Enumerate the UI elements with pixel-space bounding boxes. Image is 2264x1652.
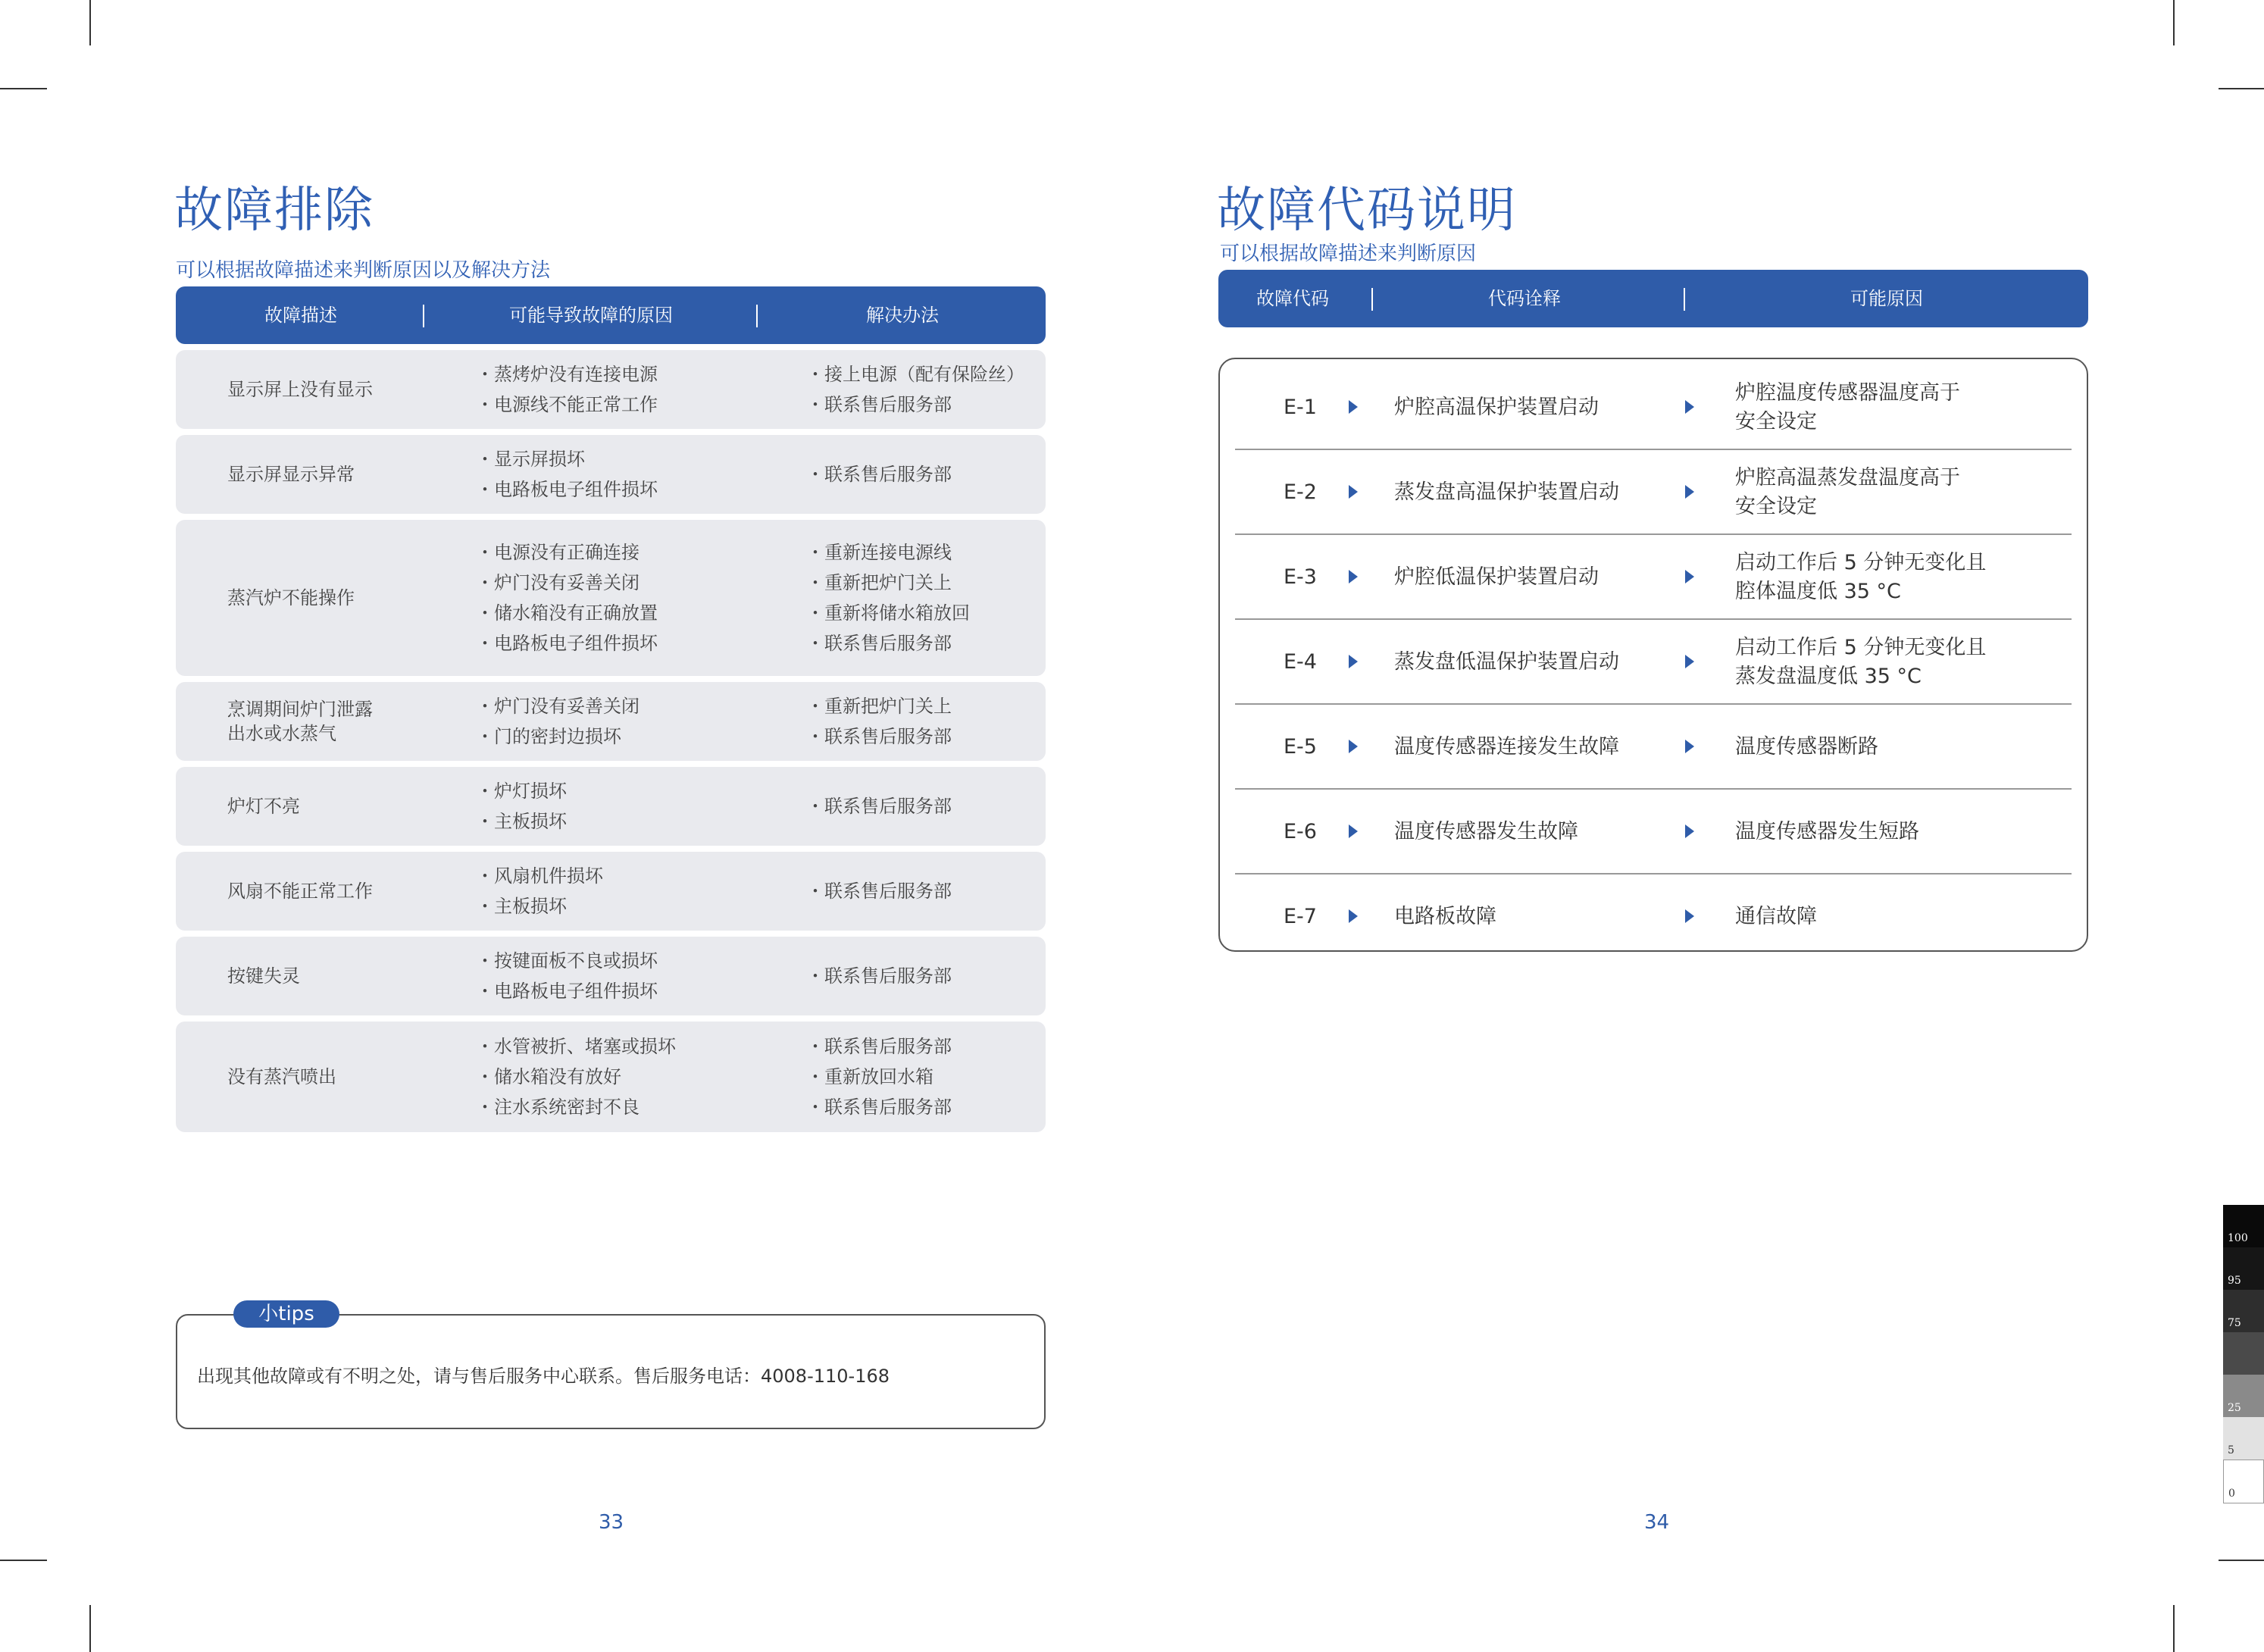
- fault-description-line: 蒸汽炉不能操作: [227, 587, 355, 609]
- fault-description: [227, 682, 455, 761]
- error-code-row: [1235, 705, 2072, 790]
- calibration-swatch: [2223, 1375, 2264, 1417]
- cause-item: ・主板损坏: [476, 811, 567, 832]
- solution-item: ・联系售后服务部: [806, 726, 952, 747]
- fault-description-line: 烹调期间炉门泄露: [227, 699, 373, 720]
- header-reason: 可能原因: [1850, 288, 1923, 309]
- table-row: [176, 682, 1046, 761]
- error-code: E-6: [1284, 820, 1317, 843]
- possible-causes: [476, 937, 794, 1015]
- solution-item: ・联系售后服务部: [806, 1036, 952, 1057]
- fault-description-line: 显示屏显示异常: [227, 464, 355, 485]
- triangle-right-icon: [1685, 485, 1694, 499]
- triangle-right-icon: [1349, 740, 1358, 753]
- possible-causes: [476, 350, 794, 429]
- triangle-right-icon: [1349, 909, 1358, 923]
- solutions: [806, 435, 1041, 514]
- error-code: E-2: [1284, 480, 1317, 504]
- cause-item: ・电源没有正确连接: [476, 542, 639, 563]
- error-code-row: [1235, 450, 2072, 535]
- fault-description-line: 显示屏上没有显示: [227, 379, 373, 400]
- header-causes: 可能导致故障的原因: [509, 305, 673, 326]
- fault-description-line: 炉灯不亮: [227, 796, 300, 817]
- possible-reason: [1735, 365, 2053, 450]
- solution-item: ・联系售后服务部: [806, 394, 952, 415]
- reason-line: 安全设定: [1735, 495, 1817, 518]
- solution-item: ・重新把炉门关上: [806, 572, 952, 593]
- solutions: [806, 350, 1041, 429]
- possible-causes: [476, 435, 794, 514]
- cause-item: ・门的密封边损坏: [476, 726, 621, 747]
- possible-reason: [1735, 450, 2053, 535]
- color-calibration-strip: [2223, 1205, 2264, 1503]
- cause-item: ・水管被折、堵塞或损坏: [476, 1036, 676, 1057]
- triangle-right-icon: [1685, 824, 1694, 838]
- solution-item: ・重新连接电源线: [806, 542, 952, 563]
- solution-item: ・联系售后服务部: [806, 464, 952, 485]
- triangle-right-icon: [1685, 400, 1694, 414]
- code-meaning: 炉腔高温保护装置启动: [1394, 396, 1599, 419]
- table-row: [176, 435, 1046, 514]
- triangle-right-icon: [1349, 400, 1358, 414]
- cause-item: ・储水箱没有放好: [476, 1066, 621, 1087]
- triangle-right-icon: [1349, 485, 1358, 499]
- calibration-swatch: [2223, 1460, 2264, 1503]
- solution-item: ・联系售后服务部: [806, 965, 952, 987]
- header-meaning: 代码诠释: [1488, 288, 1561, 309]
- cause-item: ・蒸烤炉没有连接电源: [476, 364, 658, 385]
- crop-mark: [89, 0, 91, 45]
- reason-line: 炉腔高温蒸发盘温度高于: [1735, 466, 1960, 490]
- reason-line: 温度传感器断路: [1735, 735, 1878, 759]
- tips-text: 出现其他故障或有不明之处，请与售后服务中心联系。售后服务电话：4008-110-168: [197, 1366, 890, 1387]
- cause-item: ・炉灯损坏: [476, 781, 567, 802]
- reason-line: 启动工作后 5 分钟无变化且: [1735, 636, 1987, 659]
- possible-causes: [476, 767, 794, 846]
- fault-description: [227, 767, 455, 846]
- header-divider: [423, 305, 424, 327]
- possible-reason: [1735, 790, 2053, 874]
- cause-item: ・电源线不能正常工作: [476, 394, 658, 415]
- page-number: 33: [599, 1511, 624, 1534]
- error-code: E-3: [1284, 565, 1317, 589]
- cause-item: ・风扇机件损坏: [476, 865, 603, 887]
- solution-item: ・联系售后服务部: [806, 633, 952, 654]
- code-meaning: 炉腔低温保护装置启动: [1394, 565, 1599, 589]
- possible-reason: [1735, 874, 2053, 959]
- fault-description-line: 没有蒸汽喷出: [227, 1066, 336, 1087]
- solution-item: ・联系售后服务部: [806, 1097, 952, 1118]
- triangle-right-icon: [1685, 740, 1694, 753]
- triangle-right-icon: [1685, 909, 1694, 923]
- fault-description: [227, 852, 455, 931]
- cause-item: ・储水箱没有正确放置: [476, 602, 658, 624]
- calibration-swatch: [2223, 1332, 2264, 1375]
- error-code-table-body: [1218, 358, 2088, 952]
- reason-line: 蒸发盘温度低 35 °C: [1735, 665, 1922, 688]
- possible-causes: [476, 682, 794, 761]
- table-row: [176, 767, 1046, 846]
- reason-line: 启动工作后 5 分钟无变化且: [1735, 551, 1987, 574]
- table-row: [176, 852, 1046, 931]
- reason-line: 温度传感器发生短路: [1735, 820, 1919, 843]
- fault-description-line: 出水或水蒸气: [227, 723, 336, 744]
- fault-description-line: 风扇不能正常工作: [227, 881, 373, 902]
- code-meaning: 蒸发盘低温保护装置启动: [1394, 650, 1619, 674]
- fault-description: [227, 350, 455, 429]
- error-code-row: [1235, 790, 2072, 874]
- reason-line: 安全设定: [1735, 410, 1817, 433]
- calibration-swatch: [2223, 1247, 2264, 1290]
- fault-description: [227, 520, 455, 676]
- table-row: [176, 520, 1046, 676]
- table-row: [176, 350, 1046, 429]
- possible-causes: [476, 520, 794, 676]
- page-number: 34: [1644, 1511, 1670, 1534]
- error-code: E-5: [1284, 735, 1317, 759]
- possible-causes: [476, 852, 794, 931]
- calibration-swatch: [2223, 1417, 2264, 1460]
- page-subtitle: 可以根据故障描述来判断原因以及解决方法: [176, 259, 551, 282]
- possible-reason: [1735, 620, 2053, 705]
- triangle-right-icon: [1685, 570, 1694, 584]
- header-solutions: 解决办法: [866, 305, 939, 326]
- possible-reason: [1735, 535, 2053, 620]
- calibration-swatch: [2223, 1290, 2264, 1332]
- cause-item: ・按键面板不良或损坏: [476, 950, 658, 971]
- code-meaning: 温度传感器连接发生故障: [1394, 735, 1619, 759]
- triangle-right-icon: [1349, 824, 1358, 838]
- page-title: 故障代码说明: [1217, 183, 1517, 239]
- calibration-label: 5: [2228, 1444, 2234, 1456]
- code-meaning: 电路板故障: [1394, 905, 1496, 928]
- solution-item: ・重新将储水箱放回: [806, 602, 970, 624]
- solution-item: ・联系售后服务部: [806, 881, 952, 902]
- solutions: [806, 520, 1041, 676]
- error-code: E-1: [1284, 396, 1317, 419]
- page-title: 故障排除: [174, 183, 374, 239]
- code-meaning: 温度传感器发生故障: [1394, 820, 1578, 843]
- calibration-label: 75: [2228, 1317, 2241, 1329]
- cause-item: ・电路板电子组件损坏: [476, 981, 658, 1002]
- error-code-row: [1235, 535, 2072, 620]
- reason-line: 腔体温度低 35 °C: [1735, 580, 1901, 603]
- page-subtitle: 可以根据故障描述来判断原因: [1220, 242, 1477, 265]
- error-code: E-7: [1284, 905, 1317, 928]
- calibration-label: 95: [2228, 1275, 2241, 1287]
- code-meaning: 蒸发盘高温保护装置启动: [1394, 480, 1619, 504]
- fault-description-line: 按键失灵: [227, 965, 300, 987]
- cause-item: ・电路板电子组件损坏: [476, 479, 658, 500]
- calibration-swatch: [2223, 1205, 2264, 1247]
- triangle-right-icon: [1685, 655, 1694, 668]
- error-code-row: [1235, 620, 2072, 705]
- solution-item: ・重新把炉门关上: [806, 696, 952, 717]
- reason-line: 通信故障: [1735, 905, 1817, 928]
- crop-mark: [2173, 0, 2175, 45]
- error-code-table-header: [1218, 270, 2088, 327]
- fault-description: [227, 435, 455, 514]
- solutions: [806, 852, 1041, 931]
- solution-item: ・联系售后服务部: [806, 796, 952, 817]
- header-divider: [756, 305, 758, 327]
- solution-item: ・重新放回水箱: [806, 1066, 933, 1087]
- solution-item: ・接上电源（配有保险丝）: [806, 364, 1024, 385]
- error-code-row: [1235, 365, 2072, 450]
- troubleshoot-table-header: [176, 286, 1046, 344]
- crop-mark: [0, 1560, 47, 1561]
- solutions: [806, 767, 1041, 846]
- possible-causes: [476, 1022, 794, 1132]
- possible-reason: [1735, 705, 2053, 790]
- triangle-right-icon: [1349, 570, 1358, 584]
- crop-mark: [2219, 1560, 2264, 1561]
- crop-mark: [2219, 88, 2264, 89]
- table-row: [176, 937, 1046, 1015]
- calibration-label: 100: [2228, 1232, 2248, 1244]
- reason-line: 炉腔温度传感器温度高于: [1735, 381, 1960, 405]
- cause-item: ・主板损坏: [476, 896, 567, 917]
- calibration-label: 0: [2228, 1488, 2235, 1500]
- cause-item: ・注水系统密封不良: [476, 1097, 639, 1118]
- solutions: [806, 937, 1041, 1015]
- calibration-label: 25: [2228, 1402, 2241, 1414]
- error-code-row: [1235, 874, 2072, 959]
- tips-badge: 小tips: [233, 1300, 339, 1328]
- triangle-right-icon: [1349, 655, 1358, 668]
- table-row: [176, 1022, 1046, 1132]
- crop-mark: [89, 1605, 91, 1652]
- fault-description: [227, 1022, 455, 1132]
- solutions: [806, 1022, 1041, 1132]
- solutions: [806, 682, 1041, 761]
- crop-mark: [0, 88, 47, 89]
- cause-item: ・炉门没有妥善关闭: [476, 696, 639, 717]
- cause-item: ・显示屏损坏: [476, 449, 585, 470]
- header-code: 故障代码: [1256, 288, 1329, 309]
- fault-description: [227, 937, 455, 1015]
- crop-mark: [2173, 1605, 2175, 1652]
- error-code: E-4: [1284, 650, 1317, 674]
- cause-item: ・电路板电子组件损坏: [476, 633, 658, 654]
- header-description: 故障描述: [264, 305, 337, 326]
- cause-item: ・炉门没有妥善关闭: [476, 572, 639, 593]
